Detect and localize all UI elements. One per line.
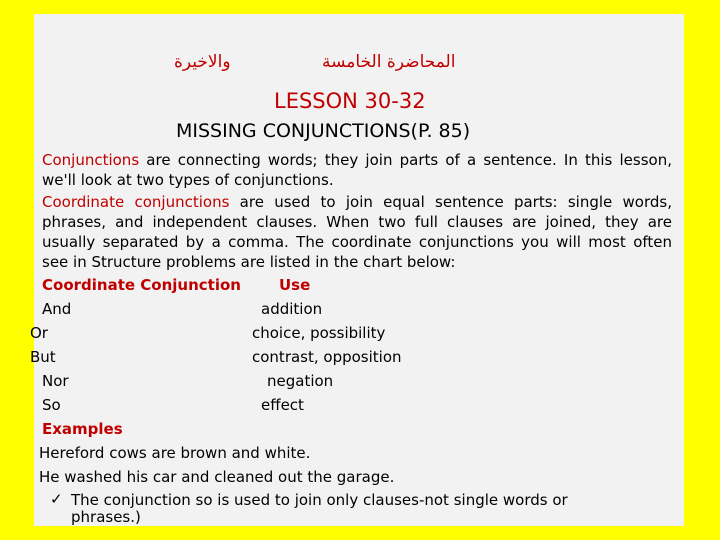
intro-text: are connecting words; they join parts of a sentence. In this lesson, we'll look at two types of conjunctions. [42,151,672,189]
lesson-number: LESSON 30-32 [274,89,426,113]
term-coordinate-conjunctions: Coordinate conjunctions [42,193,230,211]
chart-row-conjunction: Or [30,324,48,342]
slide [30,14,684,526]
arabic-heading-left: والاخيرة [174,52,231,72]
chart-row-conjunction: So [42,396,61,414]
checkmark-icon: ✓ [50,490,63,508]
chart-row-use: contrast, opposition [252,348,402,366]
chart-header-use: Use [279,276,311,294]
coordinate-text: are used to join equal sentence parts: single words, phrases, and independent clauses. When two full clauses are joined, they are usually separated by a comma. The coordinate conjunctions you will most often see in Structure problems are listed in the chart below: [42,193,672,271]
chart-row-use: negation [267,372,334,390]
chart-row-conjunction: Nor [42,372,69,390]
intro-paragraph [42,150,672,190]
page-title: MISSING CONJUNCTIONS(P. 85) [176,120,471,142]
examples-heading: Examples [42,420,123,438]
coordinate-paragraph [42,192,672,272]
arabic-heading-right: المحاضرة الخامسة [322,52,456,72]
chart-row-use: addition [261,300,323,318]
chart-row-use: choice, possibility [252,324,386,342]
example-sentence: Hereford cows are brown and white. [39,444,311,462]
chart-header-conjunction: Coordinate Conjunction [42,276,241,294]
chart-row-conjunction: And [42,300,72,318]
example-sentence: He washed his car and cleaned out the garage. [39,468,395,486]
example-note: The conjunction so is used to join only clauses-not single words or phrases.) [71,491,568,526]
chart-row-use: effect [261,396,304,414]
term-conjunctions: Conjunctions [42,151,140,169]
chart-row-conjunction: But [30,348,56,366]
